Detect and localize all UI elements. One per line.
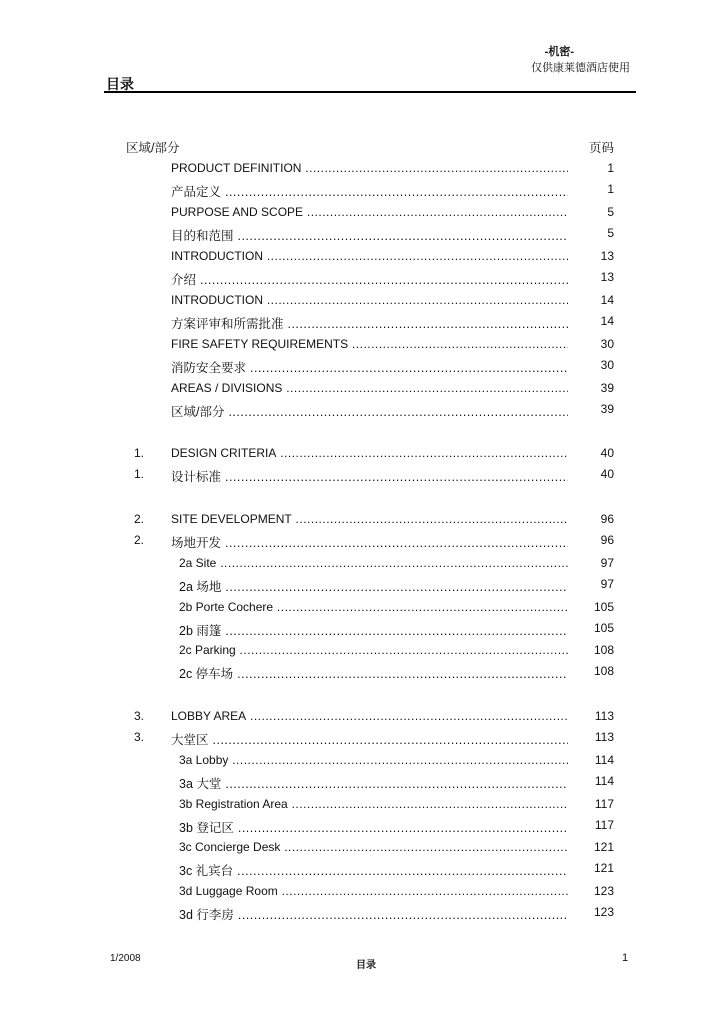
toc-entry-page: 30 <box>600 337 614 351</box>
toc-entry-title: 介绍 ..... <box>171 270 568 288</box>
toc-entry-title: 设计标准 ..... <box>171 467 568 485</box>
toc-entry-title: DESIGN CRITERIA ..... <box>171 446 568 460</box>
toc-entry-number: 3. <box>134 730 145 744</box>
toc-entry-title: SITE DEVELOPMENT ..... <box>171 512 568 526</box>
toc-entry-page: 40 <box>600 446 614 460</box>
toc-entry-page: 96 <box>600 533 614 547</box>
toc-entry-title: 3b Registration Area ..... <box>179 797 568 811</box>
toc-entry-title: FIRE SAFETY REQUIREMENTS ..... <box>171 337 568 351</box>
toc-entry-title: 2a 场地 ..... <box>179 577 568 595</box>
toc-entry-number: 1. <box>134 446 145 460</box>
toc-entry-page: 1 <box>607 161 614 175</box>
toc-entry-page: 13 <box>600 270 614 284</box>
toc-entry-title: 3b 登记区 ..... <box>179 818 568 836</box>
toc-entry-page: 121 <box>593 861 614 875</box>
toc-entry-page: 5 <box>607 226 614 240</box>
header-divider <box>104 91 636 93</box>
toc-entry-page: 14 <box>600 293 614 307</box>
footer-title: 目录 <box>356 960 376 971</box>
toc-entry-title: 3a 大堂 ..... <box>179 774 568 792</box>
toc-entry-number: 2. <box>134 512 145 526</box>
toc-entry-title: 目的和范围 ..... <box>171 226 568 244</box>
toc-entry-page: 113 <box>594 709 614 723</box>
toc-entry-page: 30 <box>600 358 614 372</box>
toc-entry-page: 39 <box>600 402 614 416</box>
toc-entry-page: 96 <box>600 512 614 526</box>
toc-entry-title: INTRODUCTION ..... <box>171 293 568 307</box>
toc-entry-page: 123 <box>593 905 614 919</box>
footer-page-number: 1 <box>622 952 629 964</box>
toc-entry-number: 1. <box>134 467 145 481</box>
toc-entry-title: AREAS / DIVISIONS ..... <box>171 381 568 395</box>
toc-entry-number: 2. <box>134 533 145 547</box>
toc-entry-page: 123 <box>593 884 614 898</box>
toc-entry-page: 117 <box>594 797 614 811</box>
toc-entry-title: 大堂区 ..... <box>171 730 568 748</box>
toc-entry-page: 114 <box>594 753 614 767</box>
toc-entry-title: 2c 停车场 ..... <box>179 664 568 682</box>
toc-entry-page: 97 <box>600 556 614 570</box>
toc-entry-page: 108 <box>593 643 614 657</box>
toc-entry-page: 39 <box>600 381 614 395</box>
toc-entry-title: 2b Porte Cochere ..... <box>179 600 568 614</box>
usage-note: 仅供康莱德酒店使用 <box>531 62 630 74</box>
toc-entry-page: 121 <box>593 840 614 854</box>
footer-date: 1/2008 <box>110 953 141 964</box>
toc-entry-page: 117 <box>594 818 614 832</box>
toc-entry-title: 消防安全要求 ..... <box>171 358 568 376</box>
toc-entry-page: 13 <box>600 249 614 263</box>
toc-entry-page: 97 <box>600 577 614 591</box>
toc-entry-number: 3. <box>134 709 145 723</box>
toc-entry-title: 2b 雨篷 ..... <box>179 621 568 639</box>
toc-entry-title: 3c Concierge Desk ..... <box>179 840 568 854</box>
toc-entry-page: 105 <box>593 600 614 614</box>
toc-entry-page: 105 <box>593 621 614 635</box>
toc-entry-title: 2c Parking ..... <box>179 643 568 657</box>
toc-entry-title: INTRODUCTION ..... <box>171 249 568 263</box>
toc-entry-title: 2a Site ..... <box>179 556 568 570</box>
toc-page-column-heading: 页码 <box>589 141 615 155</box>
toc-entry-page: 14 <box>600 314 614 328</box>
toc-entry-page: 108 <box>593 664 614 678</box>
toc-entry-title: 方案评审和所需批准 ..... <box>171 314 568 332</box>
toc-entry-title: 3a Lobby ..... <box>179 753 568 767</box>
toc-entry-page: 114 <box>594 774 614 788</box>
toc-entry-title: 产品定义 ..... <box>171 182 568 200</box>
toc-entry-title: 3c 礼宾台 ..... <box>179 861 568 879</box>
toc-entry-title: 3d Luggage Room ..... <box>179 884 568 898</box>
toc-section-column-heading: 区域/部分 <box>126 141 180 155</box>
toc-entry-title: 3d 行李房 ..... <box>179 905 568 923</box>
toc-entry-page: 113 <box>594 730 614 744</box>
toc-entry-title: PRODUCT DEFINITION ..... <box>171 161 568 175</box>
toc-entry-page: 40 <box>600 467 614 481</box>
document-title: 目录 <box>106 76 134 92</box>
toc-entry-title: 场地开发 ..... <box>171 533 568 551</box>
toc-entry-title: LOBBY AREA ..... <box>171 709 568 723</box>
toc-entry-title: 区域/部分 ..... <box>171 402 568 420</box>
toc-entry-page: 5 <box>607 205 614 219</box>
confidential-label: -机密- <box>544 46 574 58</box>
toc-entry-title: PURPOSE AND SCOPE ..... <box>171 205 568 219</box>
toc-entry-page: 1 <box>607 182 614 196</box>
